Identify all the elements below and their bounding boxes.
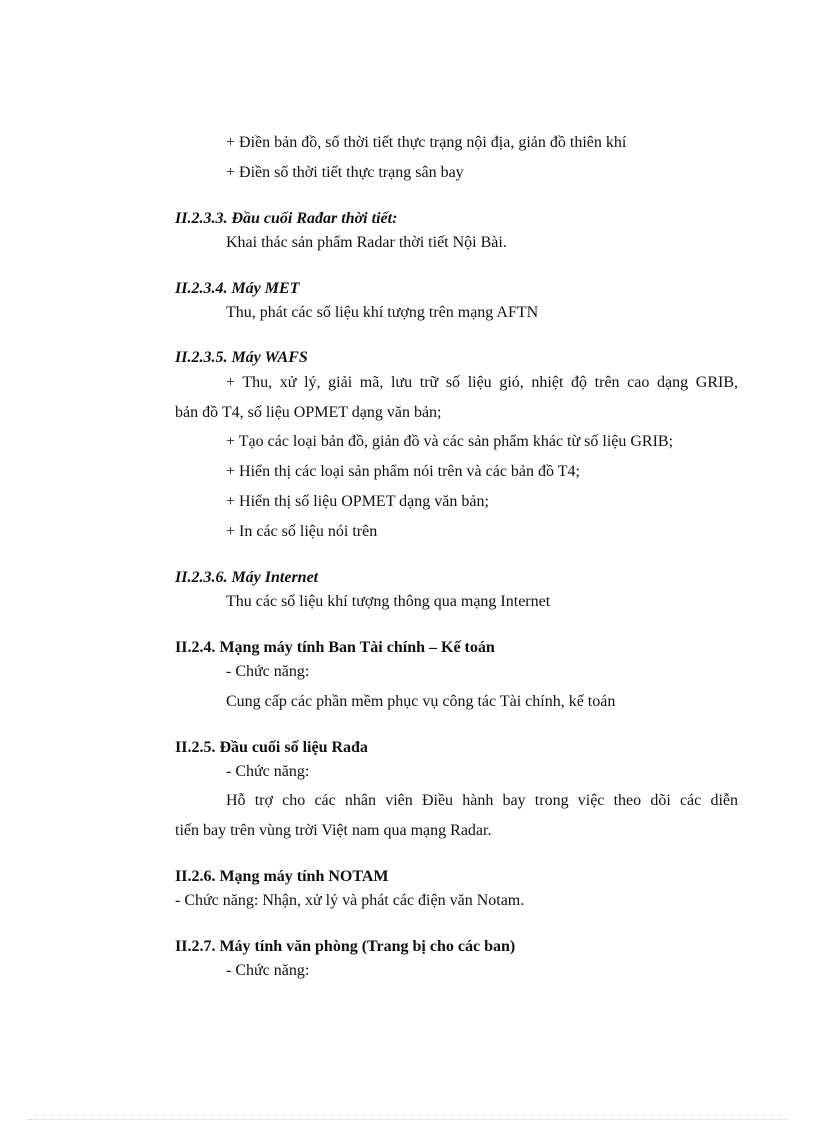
label-line: - Chức năng: (226, 763, 310, 780)
bullet-line: + Điền bản đồ, sổ thời tiết thực trạng nội địa, giản đồ thiên khí (226, 134, 627, 151)
label-line: - Chức năng: (226, 663, 310, 680)
paragraph-line: - Chức năng: Nhận, xử lý và phát các điện văn Notam. (175, 892, 525, 909)
section-heading: II.2.3.6. Máy Internet (175, 569, 319, 586)
bullet-line: + In các số liệu nói trên (226, 523, 378, 540)
bullet-line: + Hiển thị số liệu OPMET dạng văn bản; (226, 493, 489, 510)
paragraph-line: Thu các số liệu khí tượng thông qua mạng Internet (226, 593, 551, 610)
label-line: - Chức năng: (226, 962, 310, 979)
bullet-line: + Thu, xử lý, giải mã, lưu trữ số liệu gió, nhiệt độ trên cao dạng GRIB, (226, 374, 738, 391)
paragraph-line: Thu, phát các số liệu khí tượng trên mạng AFTN (226, 304, 539, 321)
paragraph-line: tiến bay trên vùng trời Việt nam qua mạng Radar. (175, 822, 492, 839)
paragraph-line: Hỗ trợ cho các nhân viên Điều hành bay trong việc theo dõi các diễn (226, 792, 738, 809)
page-bottom-divider (28, 1119, 788, 1120)
section-heading: II.2.3.5. Máy WAFS (175, 349, 308, 366)
section-heading: II.2.4. Mạng máy tính Ban Tài chính – Kế toán (175, 639, 495, 656)
paragraph-line: Khai thác sản phẩm Radar thời tiết Nội Bài. (226, 234, 507, 251)
section-heading: II.2.3.4. Máy MET (175, 280, 300, 297)
section-heading: II.2.3.3. Đầu cuối Rađar thời tiết: (175, 210, 398, 227)
bullet-line: + Điền sổ thời tiết thực trạng sân bay (226, 164, 464, 181)
section-heading: II.2.7. Máy tính văn phòng (Trang bị cho các ban) (175, 938, 516, 955)
bullet-line: + Tạo các loại bản đồ, giản đồ và các sản phẩm khác từ số liệu GRIB; (226, 433, 674, 450)
section-heading: II.2.6. Mạng máy tính NOTAM (175, 868, 389, 885)
bullet-line: + Hiển thị các loại sản phẩm nói trên và các bản đồ T4; (226, 463, 580, 480)
paragraph-line: Cung cấp các phần mềm phục vụ công tác Tài chính, kế toán (226, 693, 616, 710)
paragraph-line: bản đồ T4, số liệu OPMET dạng văn bản; (175, 404, 442, 421)
section-heading: II.2.5. Đầu cuối số liệu Rađa (175, 739, 368, 756)
